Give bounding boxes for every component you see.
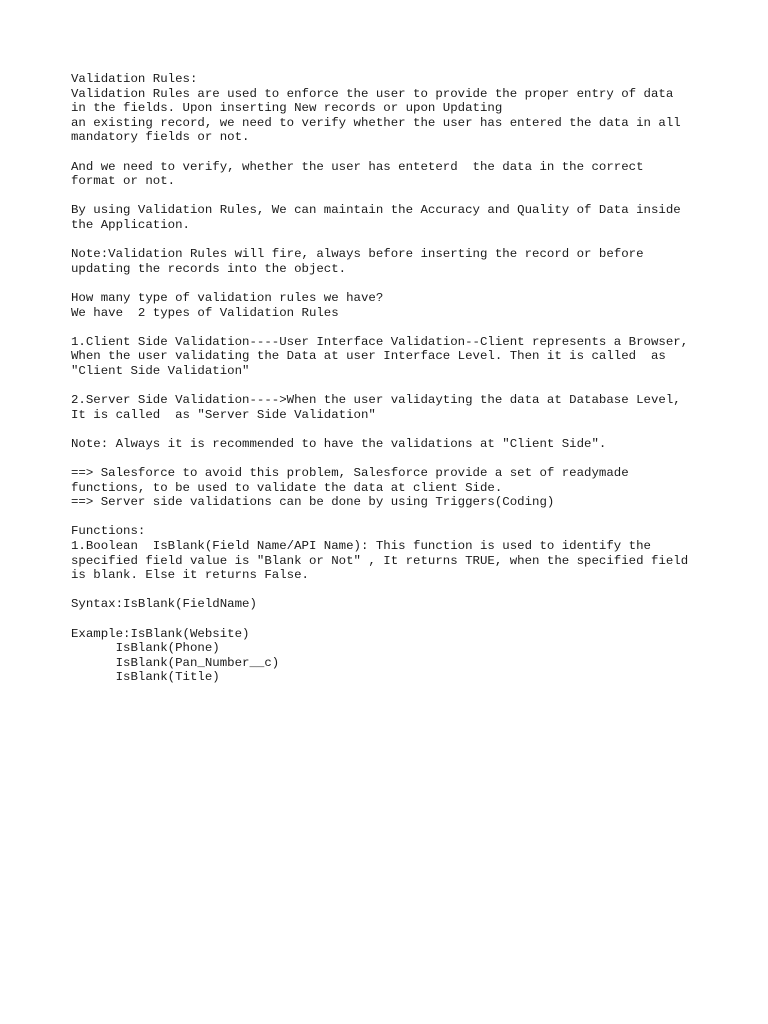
text-line	[71, 612, 731, 627]
text-line: 1.Boolean IsBlank(Field Name/API Name): This function is used to identify the	[71, 539, 651, 553]
text-line	[71, 233, 731, 248]
text-line: 1.Client Side Validation----User Interface Validation--Client represents a Browser,	[71, 334, 689, 349]
text-line: Validation Rules are used to enforce the user to provide the proper entry of data	[71, 86, 674, 101]
text-line	[71, 451, 731, 466]
text-line: How many type of validation rules we have?	[71, 290, 384, 305]
text-line	[71, 189, 731, 204]
text-line	[71, 320, 731, 335]
text-line: 2.Server Side Validation---->When the user validayting the data at Database Level,	[71, 393, 681, 408]
text-line: ==> Salesforce to avoid this problem, Salesforce provide a set of readymade	[71, 466, 629, 481]
text-line: Syntax:IsBlank(FieldName)	[71, 597, 257, 612]
text-line	[71, 510, 731, 525]
text-line	[71, 422, 731, 437]
text-line	[71, 276, 731, 291]
text-line: When the user validating the Data at user Interface Level. Then it is called as	[71, 349, 666, 364]
text-line: functions, to be used to validate the data at client Side.	[71, 480, 503, 495]
text-line: We have 2 types of Validation Rules	[71, 305, 339, 320]
text-line: Note:Validation Rules will fire, always before inserting the record or before	[71, 247, 644, 262]
text-line: is blank. Else it returns False.	[71, 568, 309, 583]
text-line: And we need to verify, whether the user has enteterd the data in the correct	[71, 159, 644, 174]
text-line: the Application.	[71, 217, 190, 232]
text-line: Functions:	[71, 524, 146, 539]
text-line: "Client Side Validation"	[71, 363, 250, 378]
text-line: It is called as "Server Side Validation"	[71, 407, 376, 422]
text-line	[71, 583, 731, 598]
text-line: format or not.	[71, 174, 176, 189]
text-line: ==> Server side validations can be done by using Triggers(Coding)	[71, 495, 555, 510]
text-line: an existing record, we need to verify whether the user has entered the data in all	[71, 115, 681, 130]
text-line: IsBlank(Title)	[71, 670, 220, 685]
text-line: in the fields. Upon inserting New records or upon Updating	[71, 101, 503, 116]
text-line: Validation Rules:	[71, 72, 198, 86]
text-line	[71, 378, 731, 393]
text-line: updating the records into the object.	[71, 261, 347, 276]
text-line: By using Validation Rules, We can maintain the Accuracy and Quality of Data inside	[71, 203, 681, 218]
text-line: IsBlank(Phone)	[71, 641, 220, 656]
document-page	[71, 72, 731, 685]
text-line: specified field value is "Blank or Not" , It returns TRUE, when the specified field	[71, 553, 689, 568]
text-line	[71, 145, 731, 160]
text-line: mandatory fields or not.	[71, 130, 250, 145]
text-line: IsBlank(Pan_Number__c)	[71, 655, 280, 670]
text-line: Example:IsBlank(Website)	[71, 626, 250, 641]
text-line: Note: Always it is recommended to have the validations at "Client Side".	[71, 436, 607, 451]
